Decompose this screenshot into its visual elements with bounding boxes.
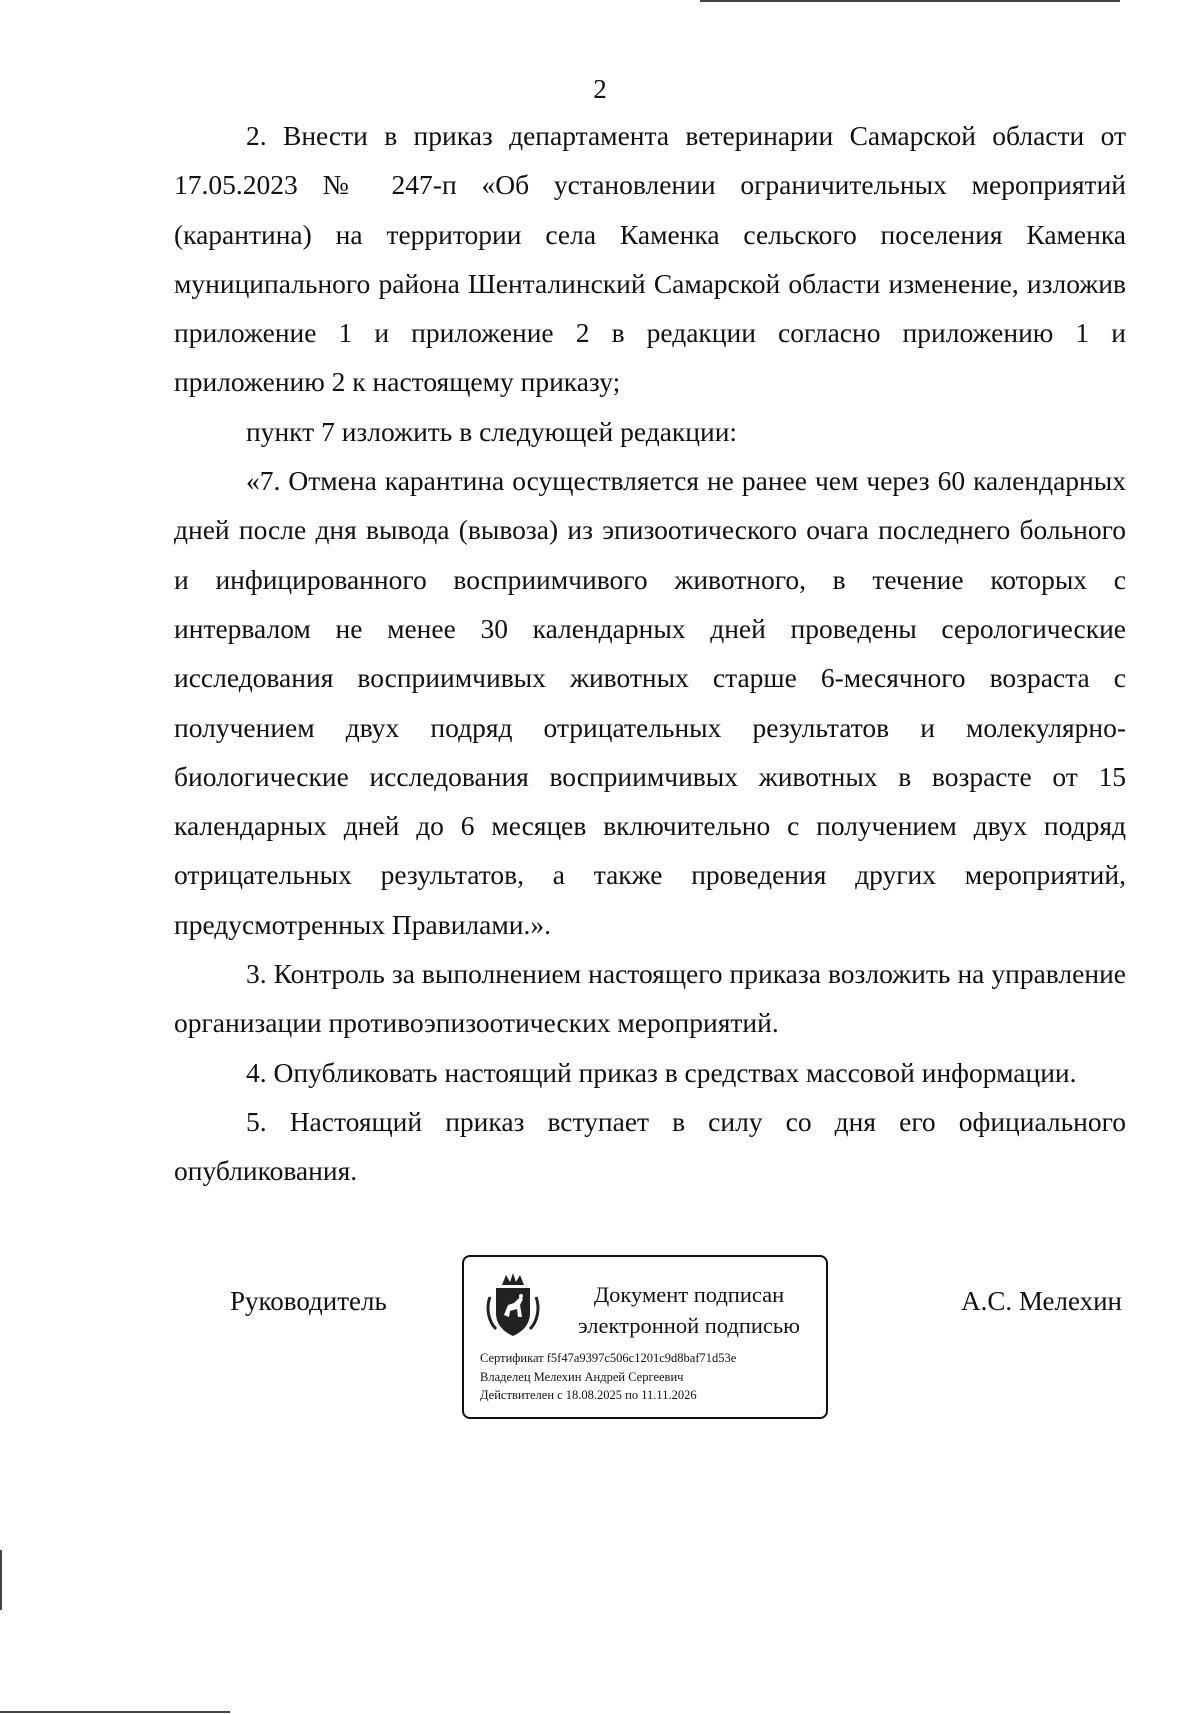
signatory-name: А.С. Мелехин [961,1286,1122,1316]
paragraph-point-7-intro: пункт 7 изложить в следующей редакции: [246,415,738,447]
paragraph-point-7-text: «7. Отмена карантина осуществляется не ранее чем через 60 календарных дней после дня вывода (вывоза) из эпизоотического очага последнего больного и инфицированного восприимчивого животного, в течение которых с интервалом не менее 30 календарных дней проведены серологические исследования восприимчивых животных старше 6-месячного возраста с получением двух подряд отрицательных результатов и молекулярно-биологические исследования восприимчивых животных в возрасте от 15 календарных дней до 6 месяцев включительно с получением двух подряд отрицательных результатов, а также проведения других мероприятий, предусмотренных Правилами.». [174,465,1126,940]
scan-edge-mark-left [0,1550,2,1610]
page-number: 2 [593,74,607,104]
scan-edge-mark-bottom [0,1711,230,1713]
stamp-validity: Действителен с 18.08.2025 по 11.11.2026 [480,1388,697,1402]
stamp-owner: Владелец Мелехин Андрей Сергеевич [480,1369,684,1384]
paragraph-3: 3. Контроль за выполнением настоящего приказа возложить на управление организации противоэпизоотических мероприятий. [174,958,1126,1039]
document-body [174,111,1126,1196]
paragraph-4: 4. Опубликовать настоящий приказ в средствах массовой информации. [246,1056,1077,1088]
scan-edge-mark-top [700,0,1120,2]
paragraph-5: 5. Настоящий приказ вступает в силу со дня его официального опубликования. [174,1105,1126,1187]
stamp-title-line-1: Документ подписан [593,1282,785,1307]
stamp-title-line-2: электронной подписью [578,1313,800,1338]
electronic-signature-stamp [462,1255,828,1419]
paragraph-2: 2. Внести в приказ департамента ветеринарии Самарской области от 17.05.2023 № 247-п «Об установлении ограничительных мероприятий (карантина) на территории села Каменка сельского поселения Каменка муниципального района Шенталинский Самарской области изменение, изложив приложение 1 и приложение 2 в редакции согласно приложению 1 и приложению 2 к настоящему приказу; [174,120,1126,398]
signatory-position: Руководитель [230,1286,387,1316]
stamp-details [480,1349,820,1405]
stamp-title [564,1279,814,1341]
coat-of-arms-icon [482,1271,544,1339]
stamp-certificate: Сертификат f5f47a9397c506c1201c9d8baf71d53e [480,1351,737,1365]
